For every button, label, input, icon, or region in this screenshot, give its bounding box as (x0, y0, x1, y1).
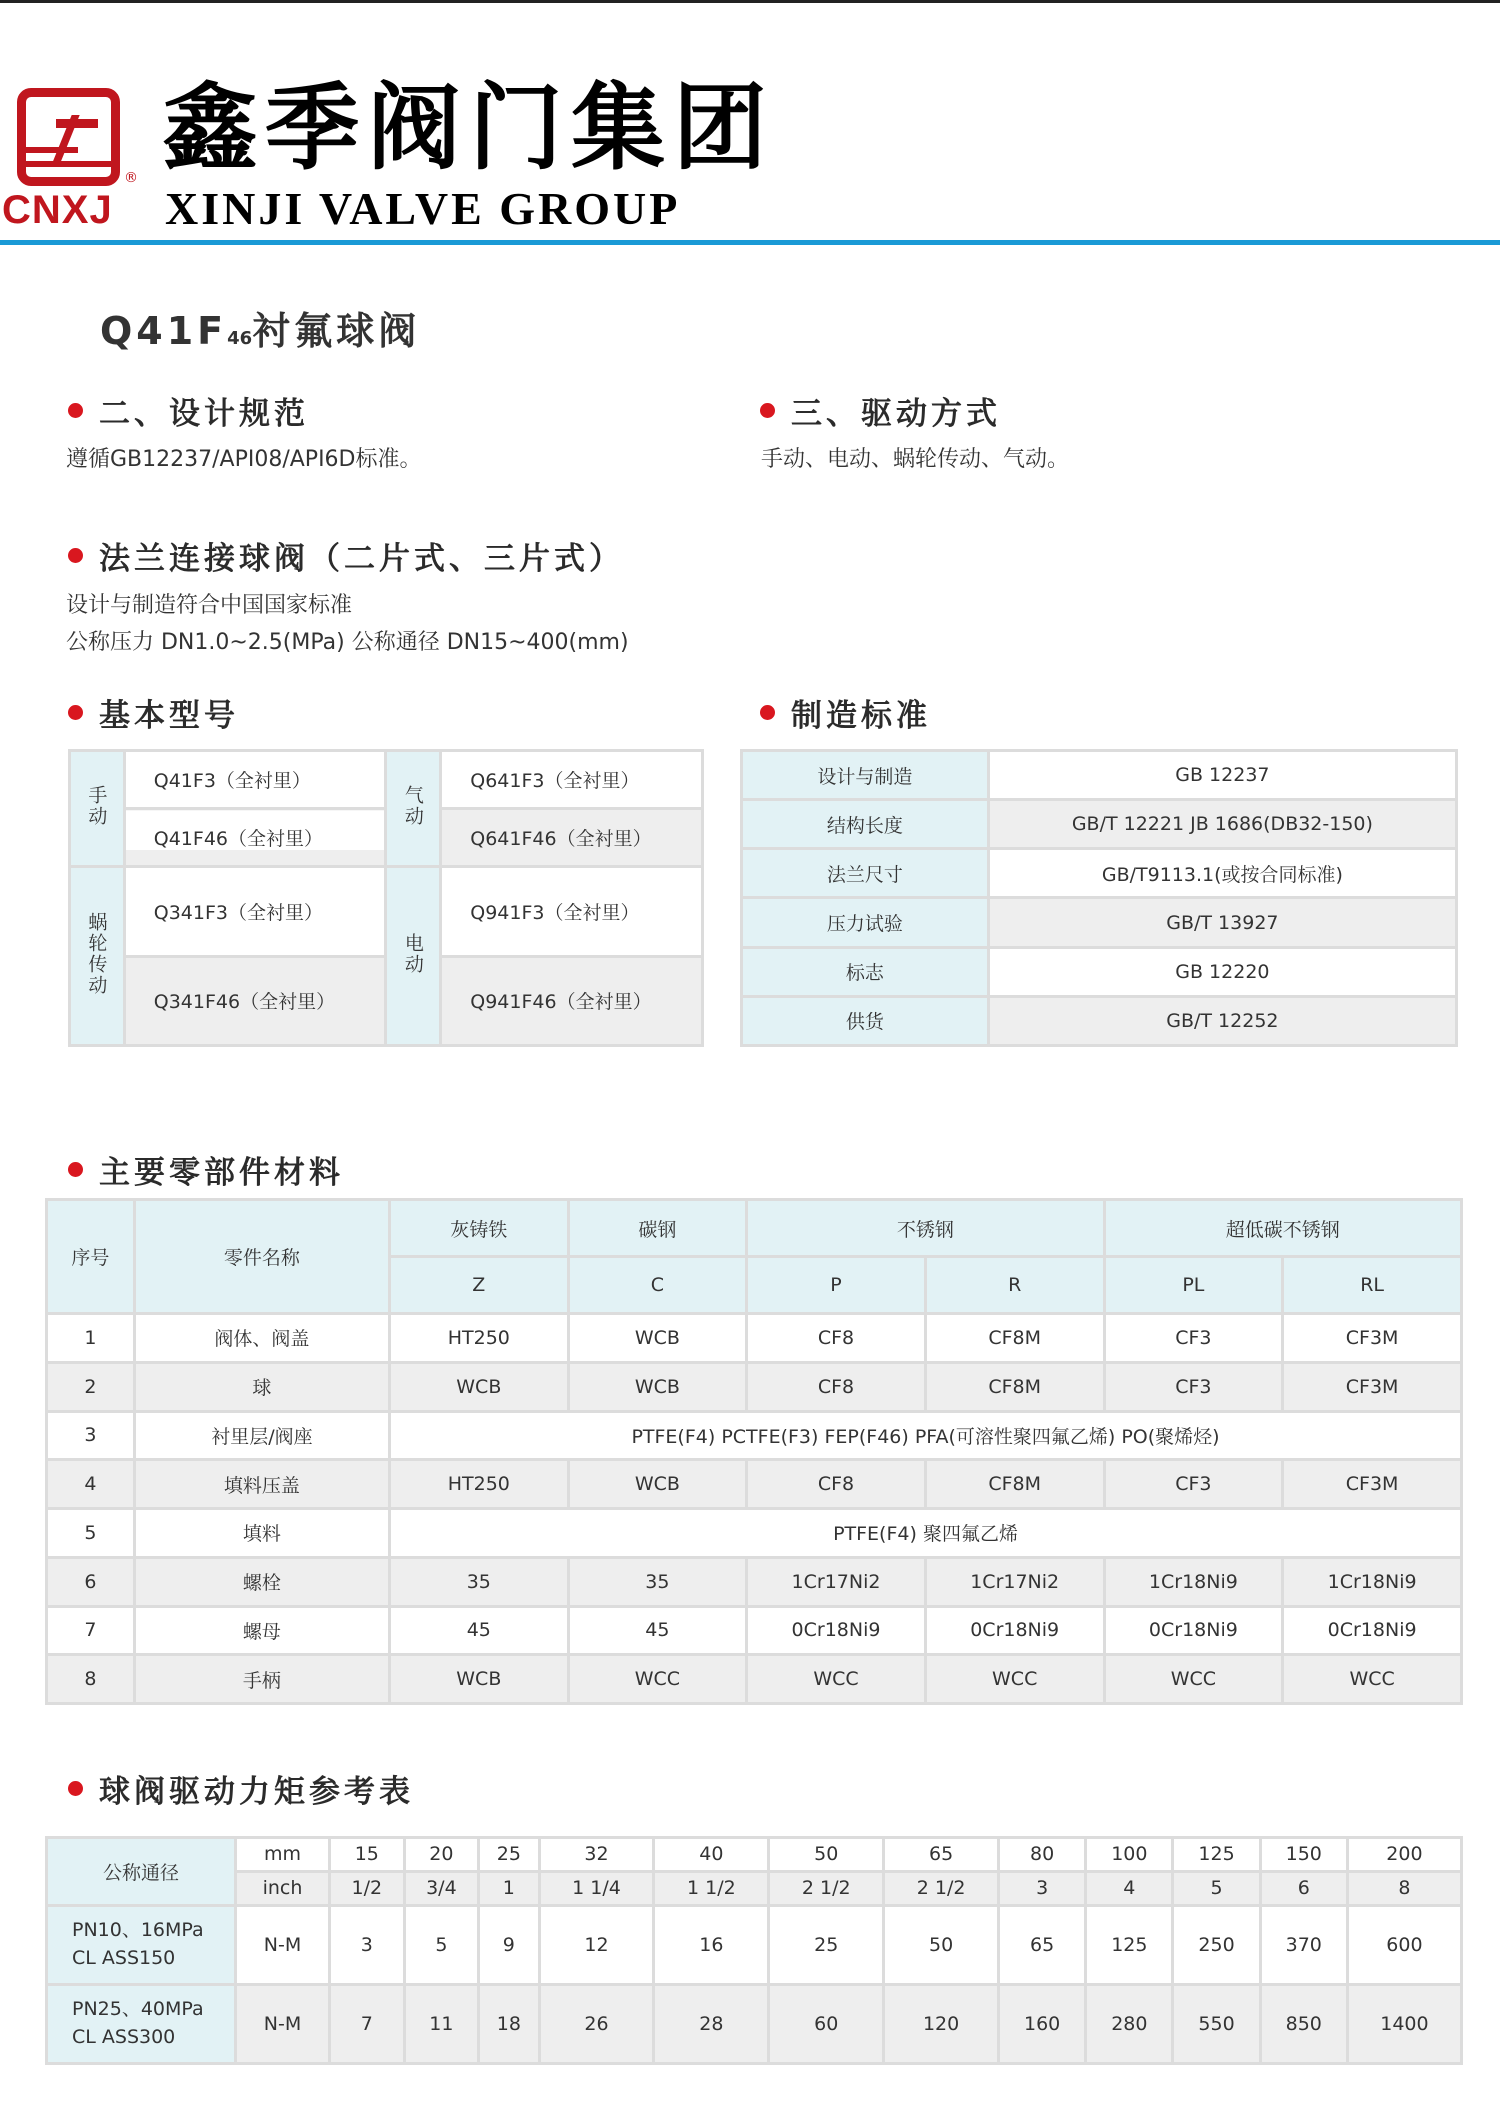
brand-name-cn: 鑫季阀门集团 (163, 74, 776, 183)
section-heading: 二、设计规范 (99, 396, 309, 432)
table-row (47, 1509, 1462, 1558)
section-heading: 三、驱动方式 (791, 396, 1001, 432)
table-cell: 7 (330, 1984, 405, 2063)
table-cell: 2 1/2 (769, 1871, 884, 1905)
table-cell: 球 (134, 1362, 389, 1411)
standard-item: 设计与制造 (742, 751, 989, 800)
section-basic-models (68, 690, 239, 735)
table-cell: 填料 (134, 1509, 389, 1558)
brand-abbreviation: CNXJ (2, 188, 113, 232)
table-cell: 1 1/4 (539, 1871, 654, 1905)
table-cell: 螺栓 (134, 1557, 389, 1606)
bullet-dot-icon (68, 548, 83, 563)
unit-cell: inch (236, 1871, 330, 1905)
flange-text-line2: 公称压力 DN1.0~2.5(MPa) 公称通径 DN15~400(mm) (66, 630, 629, 655)
table-cell: 15 (330, 1838, 405, 1872)
table-cell: 60 (769, 1984, 884, 2063)
unit-cell: N-M (236, 1984, 330, 2063)
bullet-dot-icon (68, 1162, 83, 1177)
table-cell: 6 (1260, 1871, 1347, 1905)
table-cell: 7 (47, 1606, 135, 1655)
table-cell: 1 (47, 1314, 135, 1363)
torque-table (45, 1836, 1463, 2065)
bullet-dot-icon (760, 705, 775, 720)
standard-item: 结构长度 (742, 800, 989, 849)
table-cell: PTFE(F4) PCTFE(F3) FEP(F46) PFA(可溶性聚四氟乙烯) PO(聚烯烃) (390, 1411, 1462, 1460)
group-label-worm-gear: 蜗轮传动 (70, 867, 125, 1046)
table-cell: 阀体、阀盖 (134, 1314, 389, 1363)
bullet-dot-icon (68, 705, 83, 720)
table-cell: 0Cr18Ni9 (747, 1606, 926, 1655)
table-cell: 370 (1260, 1905, 1347, 1984)
table-cell: 8 (1347, 1871, 1461, 1905)
table-cell: 150 (1260, 1838, 1347, 1872)
standard-value: GB/T 13927 (988, 898, 1456, 947)
model-cell: Q941F46（全衬里） (441, 956, 703, 1045)
standard-value: GB 12237 (988, 751, 1456, 800)
table-cell: 3 (999, 1871, 1086, 1905)
bullet-dot-icon (68, 1781, 83, 1796)
header-group: 不锈钢 (747, 1200, 1104, 1257)
table-cell: 50 (769, 1838, 884, 1872)
group-label-electric: 电动 (386, 867, 441, 1046)
table-cell: 18 (479, 1984, 539, 2063)
header-code: C (568, 1257, 747, 1314)
standard-item: 压力试验 (742, 898, 989, 947)
model-cell: Q341F3（全衬里） (124, 867, 386, 956)
table-cell: WCB (390, 1655, 569, 1704)
table-cell: 填料压盖 (134, 1460, 389, 1509)
section-drive-mode (760, 388, 1001, 433)
section-torque (68, 1766, 414, 1811)
table-cell: 200 (1347, 1838, 1461, 1872)
table-cell: 100 (1086, 1838, 1173, 1872)
model-cell: Q341F46（全衬里） (124, 956, 386, 1045)
torque-row-inch (47, 1871, 1462, 1905)
model-cell: Q641F46（全衬里） (441, 809, 703, 867)
table-cell: CF8 (747, 1460, 926, 1509)
table-row (47, 1655, 1462, 1704)
table-cell: WCB (568, 1460, 747, 1509)
table-cell: 2 1/2 (884, 1871, 999, 1905)
table-cell: 0Cr18Ni9 (1283, 1606, 1462, 1655)
table-cell: 3/4 (404, 1871, 479, 1905)
table-row (47, 1314, 1462, 1363)
basic-models-table (68, 749, 704, 1047)
group-label-pneumatic: 气动 (386, 751, 441, 867)
header-no: 序号 (47, 1200, 135, 1314)
table-cell: CF3 (1104, 1362, 1283, 1411)
section-heading: 基本型号 (99, 698, 239, 734)
table-cell: 3 (330, 1905, 405, 1984)
table-cell: 250 (1173, 1905, 1260, 1984)
product-title-subscript: 46 (227, 328, 253, 349)
table-cell: CF3 (1104, 1314, 1283, 1363)
table-cell: 280 (1086, 1984, 1173, 2063)
table-cell: WCC (1104, 1655, 1283, 1704)
design-spec-text: 遵循GB12237/API08/API6D标准。 (66, 447, 422, 472)
table-row (742, 996, 1457, 1045)
section-heading: 制造标准 (791, 698, 931, 734)
table-cell: HT250 (390, 1460, 569, 1509)
table-cell: 1 1/2 (654, 1871, 769, 1905)
table-cell: 1400 (1347, 1984, 1461, 2063)
table-cell: CF3 (1104, 1460, 1283, 1509)
table-cell: 850 (1260, 1984, 1347, 2063)
table-cell: 16 (654, 1905, 769, 1984)
table-row (47, 1362, 1462, 1411)
table-cell: WCC (925, 1655, 1104, 1704)
row-header-nominal-diameter: 公称通径 (47, 1838, 236, 1906)
table-cell: PTFE(F4) 聚四氟乙烯 (390, 1509, 1462, 1558)
model-cell: Q641F3（全衬里） (441, 751, 703, 809)
table-cell: 550 (1173, 1984, 1260, 2063)
table-cell: 50 (884, 1905, 999, 1984)
table-cell: 0Cr18Ni9 (1104, 1606, 1283, 1655)
table-cell: 6 (47, 1557, 135, 1606)
table-cell: 5 (1173, 1871, 1260, 1905)
table-cell: 5 (404, 1905, 479, 1984)
table-cell: 12 (539, 1905, 654, 1984)
table-cell: CF8 (747, 1362, 926, 1411)
table-row (742, 898, 1457, 947)
table-row (70, 751, 703, 809)
header-code: Z (390, 1257, 569, 1314)
table-cell: 26 (539, 1984, 654, 2063)
table-cell: CF8M (925, 1460, 1104, 1509)
table-cell: WCB (568, 1362, 747, 1411)
standard-item: 标志 (742, 947, 989, 996)
mfg-standards-table (740, 749, 1458, 1047)
table-row (742, 849, 1457, 898)
section-mfg-standards (760, 690, 931, 735)
table-cell: CF8M (925, 1314, 1104, 1363)
table-cell: 80 (999, 1838, 1086, 1872)
table-cell: 1Cr18Ni9 (1283, 1557, 1462, 1606)
section-heading: 主要零部件材料 (99, 1155, 344, 1191)
table-cell: 35 (390, 1557, 569, 1606)
table-row (742, 800, 1457, 849)
table-row (742, 751, 1457, 800)
header-part: 零件名称 (134, 1200, 389, 1314)
unit-cell: mm (236, 1838, 330, 1872)
pressure-class-label: PN10、16MPa CL ASS150 (47, 1905, 236, 1984)
standard-value: GB/T 12221 JB 1686(DB32-150) (988, 800, 1456, 849)
table-cell: 螺母 (134, 1606, 389, 1655)
table-cell: 28 (654, 1984, 769, 2063)
table-cell: 20 (404, 1838, 479, 1872)
materials-table (45, 1198, 1463, 1705)
unit-cell: N-M (236, 1905, 330, 1984)
table-cell: 125 (1173, 1838, 1260, 1872)
model-cell: Q41F3（全衬里） (124, 751, 386, 809)
header-code: RL (1283, 1257, 1462, 1314)
brand-name-en: XINJI VALVE GROUP (165, 183, 681, 234)
table-cell: 120 (884, 1984, 999, 2063)
section-heading: 球阀驱动力矩参考表 (99, 1774, 414, 1810)
table-cell: WCC (1283, 1655, 1462, 1704)
model-cell: Q41F46（全衬里） (124, 809, 386, 867)
table-row (47, 1411, 1462, 1460)
table-cell: 32 (539, 1838, 654, 1872)
header-divider (0, 240, 1500, 245)
registered-mark: ® (124, 170, 138, 186)
table-cell: 11 (404, 1984, 479, 2063)
section-flange (68, 533, 624, 578)
company-logo-icon (17, 88, 120, 186)
table-cell: 手柄 (134, 1655, 389, 1704)
table-cell: WCC (568, 1655, 747, 1704)
section-design-spec (68, 388, 309, 433)
table-row (47, 1557, 1462, 1606)
pressure-class-label: PN25、40MPa CL ASS300 (47, 1984, 236, 2063)
table-cell: 40 (654, 1838, 769, 1872)
header-group: 碳钢 (568, 1200, 747, 1257)
table-cell: 9 (479, 1905, 539, 1984)
table-row (70, 867, 703, 956)
product-title (100, 300, 420, 355)
standard-value: GB/T9113.1(或按合同标准) (988, 849, 1456, 898)
table-cell: 25 (479, 1838, 539, 1872)
table-cell: 45 (568, 1606, 747, 1655)
table-cell: 3 (47, 1411, 135, 1460)
bullet-dot-icon (68, 403, 83, 418)
table-cell: CF3M (1283, 1362, 1462, 1411)
table-cell: 160 (999, 1984, 1086, 2063)
table-cell: 1/2 (330, 1871, 405, 1905)
table-cell: WCB (568, 1314, 747, 1363)
table-row (742, 947, 1457, 996)
product-title-prefix: Q41F (100, 309, 228, 353)
table-cell: CF3M (1283, 1460, 1462, 1509)
table-cell: 1Cr17Ni2 (747, 1557, 926, 1606)
table-cell: CF8 (747, 1314, 926, 1363)
table-cell: 1Cr18Ni9 (1104, 1557, 1283, 1606)
table-cell: 45 (390, 1606, 569, 1655)
standard-item: 法兰尺寸 (742, 849, 989, 898)
torque-row-class150 (47, 1905, 1462, 1984)
header-code: PL (1104, 1257, 1283, 1314)
standard-value: GB/T 12252 (988, 996, 1456, 1045)
table-cell: 2 (47, 1362, 135, 1411)
table-cell: 8 (47, 1655, 135, 1704)
table-cell: 4 (1086, 1871, 1173, 1905)
table-cell: WCB (390, 1362, 569, 1411)
table-row (47, 1200, 1462, 1257)
header-group: 灰铸铁 (390, 1200, 569, 1257)
torque-row-class300 (47, 1984, 1462, 2063)
table-cell: HT250 (390, 1314, 569, 1363)
section-materials (68, 1147, 344, 1192)
table-cell: 衬里层/阀座 (134, 1411, 389, 1460)
table-cell: 600 (1347, 1905, 1461, 1984)
group-label-manual: 手动 (70, 751, 125, 867)
table-cell: 35 (568, 1557, 747, 1606)
table-cell: 125 (1086, 1905, 1173, 1984)
drive-mode-text: 手动、电动、蜗轮传动、气动。 (761, 447, 1070, 472)
standard-value: GB 12220 (988, 947, 1456, 996)
torque-row-mm (47, 1838, 1462, 1872)
standard-item: 供货 (742, 996, 989, 1045)
section-heading: 法兰连接球阀（二片式、三片式） (99, 541, 624, 577)
table-cell: 1Cr17Ni2 (925, 1557, 1104, 1606)
bullet-dot-icon (760, 403, 775, 418)
table-cell: 65 (884, 1838, 999, 1872)
table-cell: 65 (999, 1905, 1086, 1984)
flange-text-line1: 设计与制造符合中国国家标准 (66, 593, 353, 618)
table-row (47, 1460, 1462, 1509)
product-title-suffix: 衬氟球阀 (252, 309, 421, 353)
table-cell: 5 (47, 1509, 135, 1558)
table-cell: 25 (769, 1905, 884, 1984)
table-cell: CF3M (1283, 1314, 1462, 1363)
model-cell: Q941F3（全衬里） (441, 867, 703, 956)
header-group: 超低碳不锈钢 (1104, 1200, 1461, 1257)
table-cell: 0Cr18Ni9 (925, 1606, 1104, 1655)
header-code: R (925, 1257, 1104, 1314)
top-border (0, 0, 1500, 3)
table-cell: CF8M (925, 1362, 1104, 1411)
table-cell: 4 (47, 1460, 135, 1509)
table-cell: 1 (479, 1871, 539, 1905)
header-code: P (747, 1257, 926, 1314)
table-cell: WCC (747, 1655, 926, 1704)
table-row (47, 1606, 1462, 1655)
